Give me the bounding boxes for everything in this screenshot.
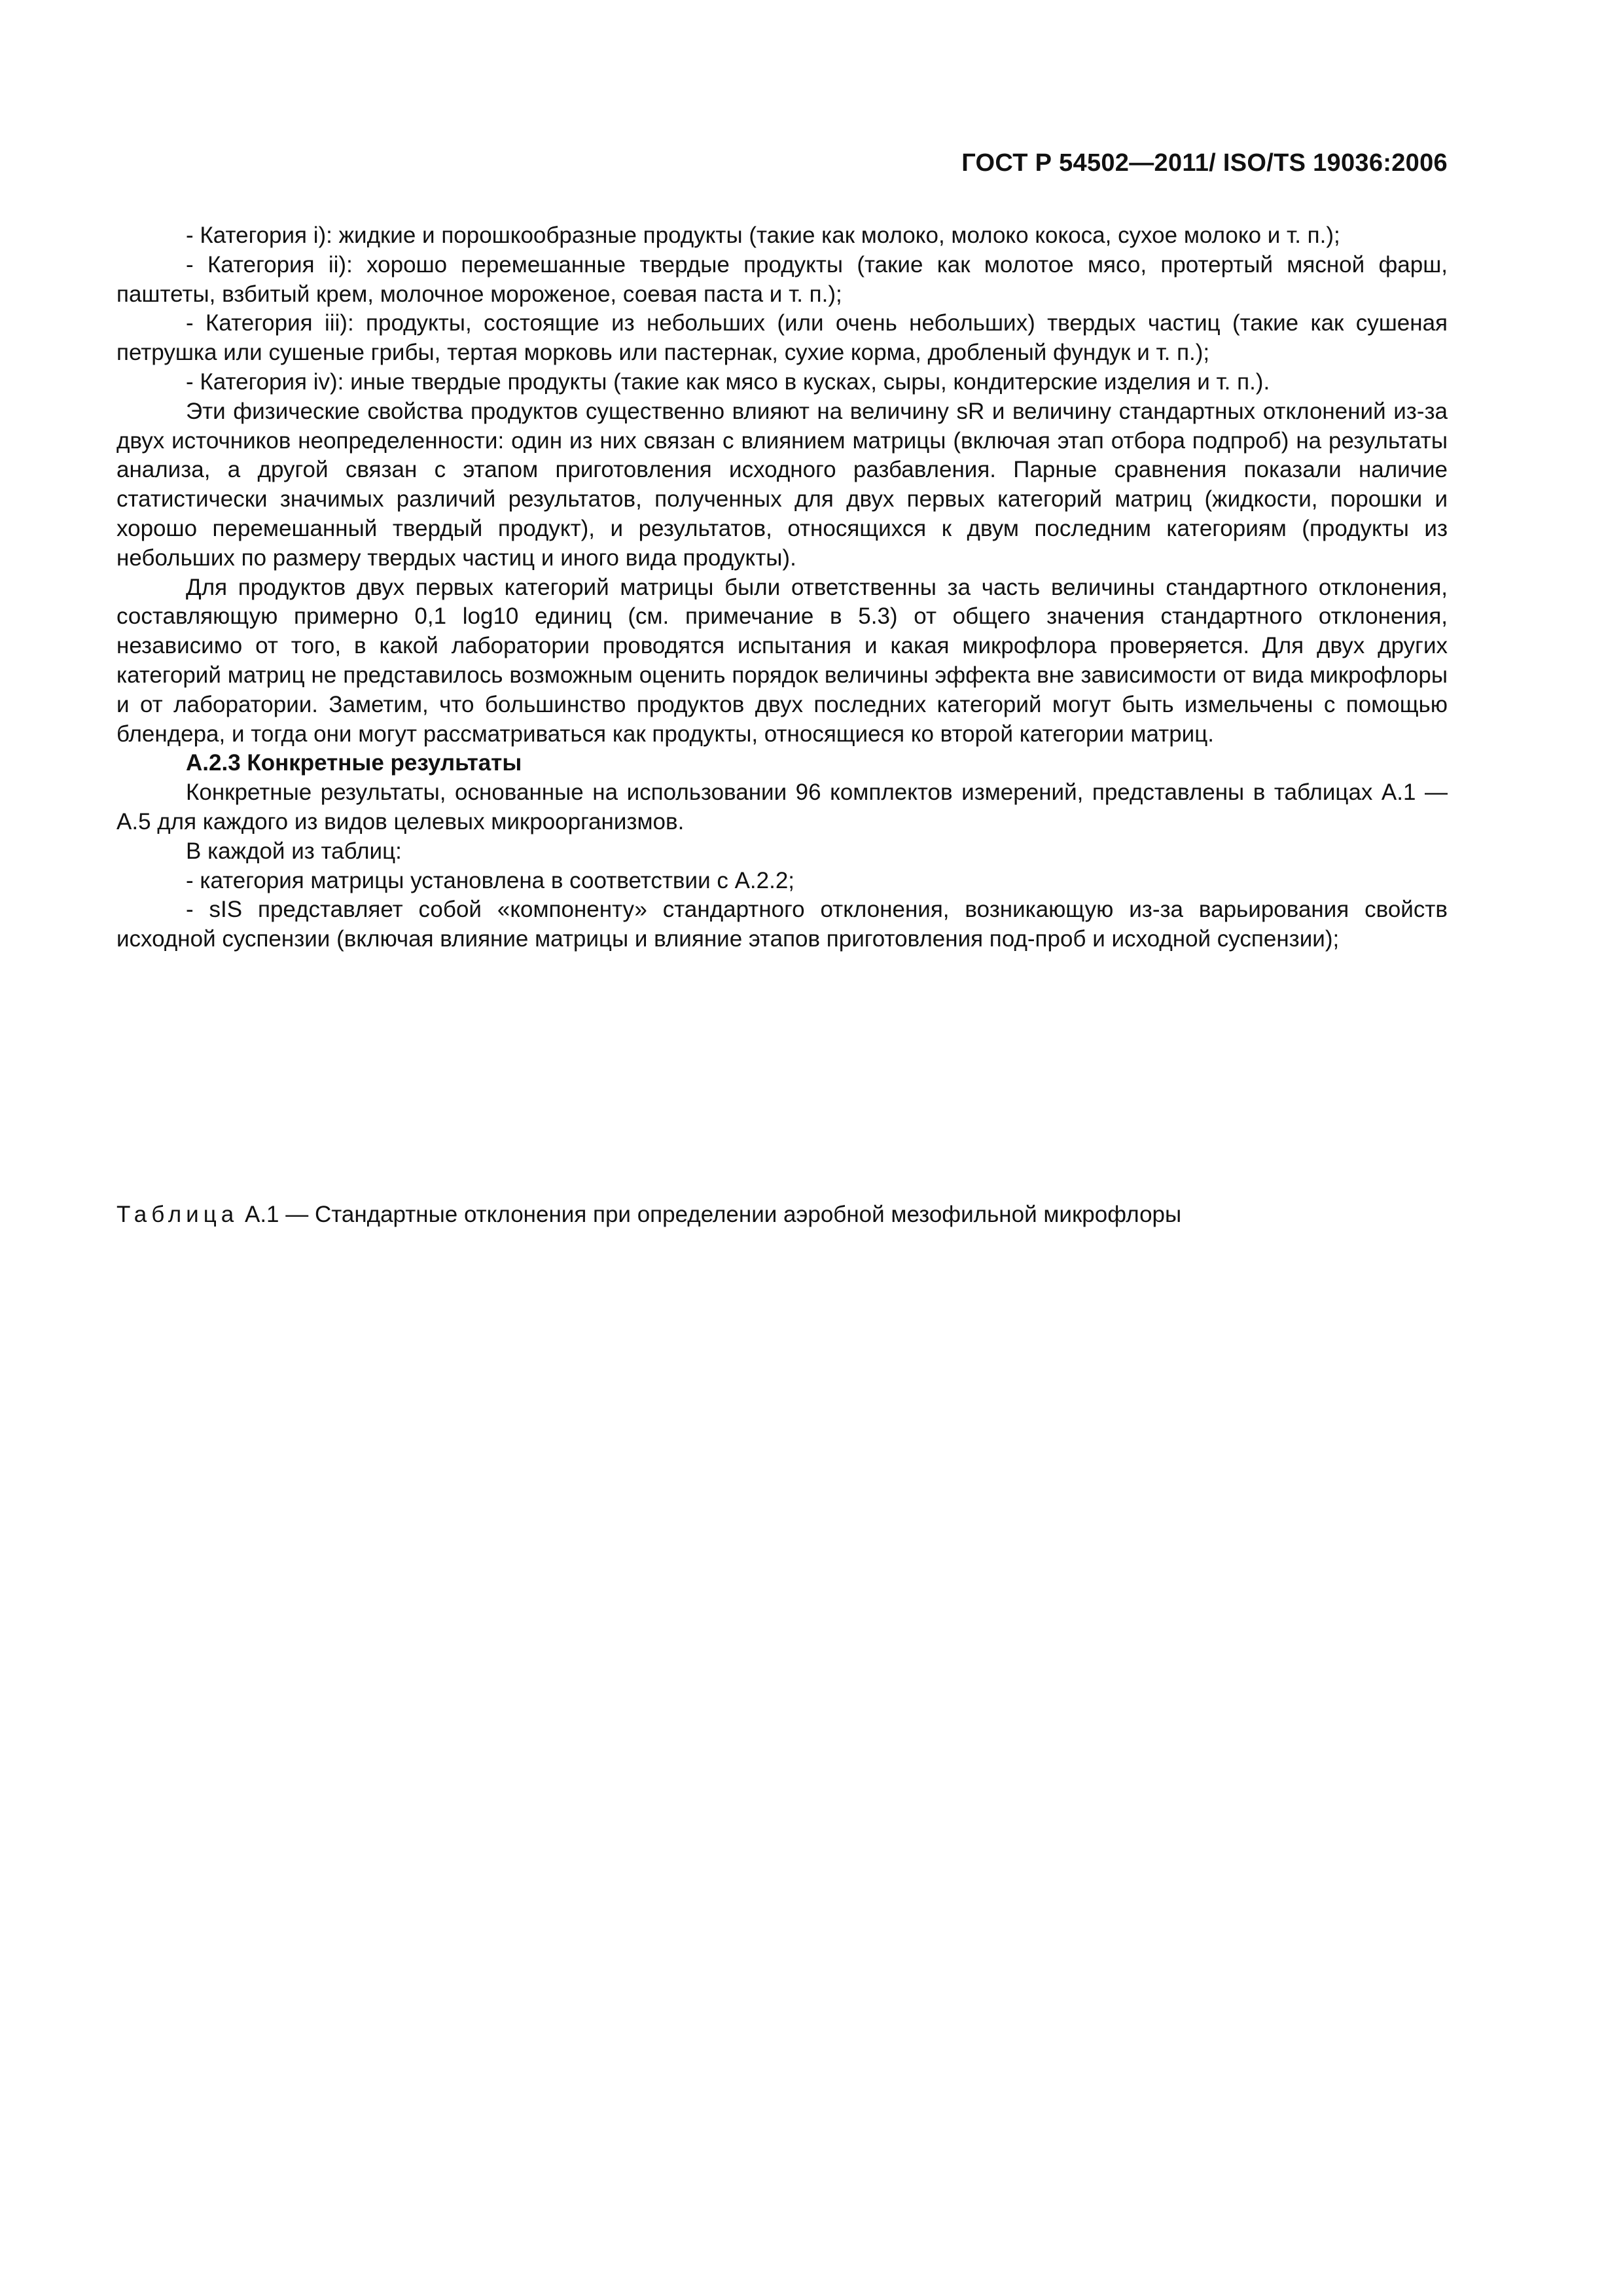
table-caption [116,1202,1181,1228]
paragraph: Конкретные результаты, основанные на использовании 96 комплектов измерений, представлены в таблицах А.1 — А.5 для каждого из видов целевых микроорганизмов. [116,780,1448,834]
document-code-header: ГОСТ Р 54502—2011/ ISO/TS 19036:2006 [961,149,1448,177]
paragraph: В каждой из таблиц: [186,838,402,864]
body-text [116,221,1448,954]
table-caption-text: А.1 — Стандартные отклонения при определении аэробной мезофильной микрофлоры [244,1202,1182,1227]
paragraph: Для продуктов двух первых категорий матрицы были ответственны за часть величины стандартного отклонения, составляющую примерно 0,1 log10 единиц (см. примечание в 5.3) от общего значения стандартного отклонения, независимо от того, в какой лаборатории проводятся испытания и какая микрофлора проверяется. Для двух других категорий матриц не представилось возможным оценить порядок величины эффекта вне зависимости от вида микрофлоры и от лаборатории. Заметим, что большинство продуктов двух последних категорий могут быть измельчены с помощью блендера, и тогда они могут рассматриваться как продукты, относящиеся ко второй категории матриц. [116,574,1448,747]
paragraph: - Категория iii): продукты, состоящие из небольших (или очень небольших) твердых частиц (такие как сушеная петрушка или сушеные грибы, тертая морковь или пастернак, сухие корма, дробленый фундук и т. п.); [116,310,1448,366]
section-heading: А.2.3 Конкретные результаты [186,750,522,776]
paragraph: - Категория i): жидкие и порошкообразные продукты (такие как молоко, молоко кокоса, сухое молоко и т. п.); [186,223,1340,248]
paragraph: - категория матрицы установлена в соответствии с А.2.2; [186,867,795,893]
paragraph: Эти физические свойства продуктов существенно влияют на величину sR и величину стандартных отклонений из-за двух источников неопределенности: один из них связан с влиянием матрицы (включая этап отбора подпроб) на результаты анализа, а другой связан с этапом приготовления исходного разбавления. Парные сравнения показали наличие статистически значимых различий результатов, полученных для двух первых категорий матриц (жидкости, порошки и хорошо перемешанный твердый продукт), и результатов, относящихся к двум последним категориям (продукты из небольших по размеру твердых частиц и иного вида продукты). [116,398,1448,571]
paragraph: - sIS представляет собой «компоненту» стандартного отклонения, возникающую из-за варьирования свойств исходной суспензии (включая влияние матрицы и влияние этапов приготовления под-проб и исходной суспензии); [116,897,1448,952]
paragraph: - Категория ii): хорошо перемешанные твердые продукты (такие как молотое мясо, протертый мясной фарш, паштеты, взбитый крем, молочное мороженое, соевая паста и т. п.); [116,251,1448,307]
table-caption-label: Таблица [116,1202,239,1227]
paragraph: - Категория iv): иные твердые продукты (такие как мясо в кусках, сыры, кондитерские изделия и т. п.). [186,368,1270,395]
